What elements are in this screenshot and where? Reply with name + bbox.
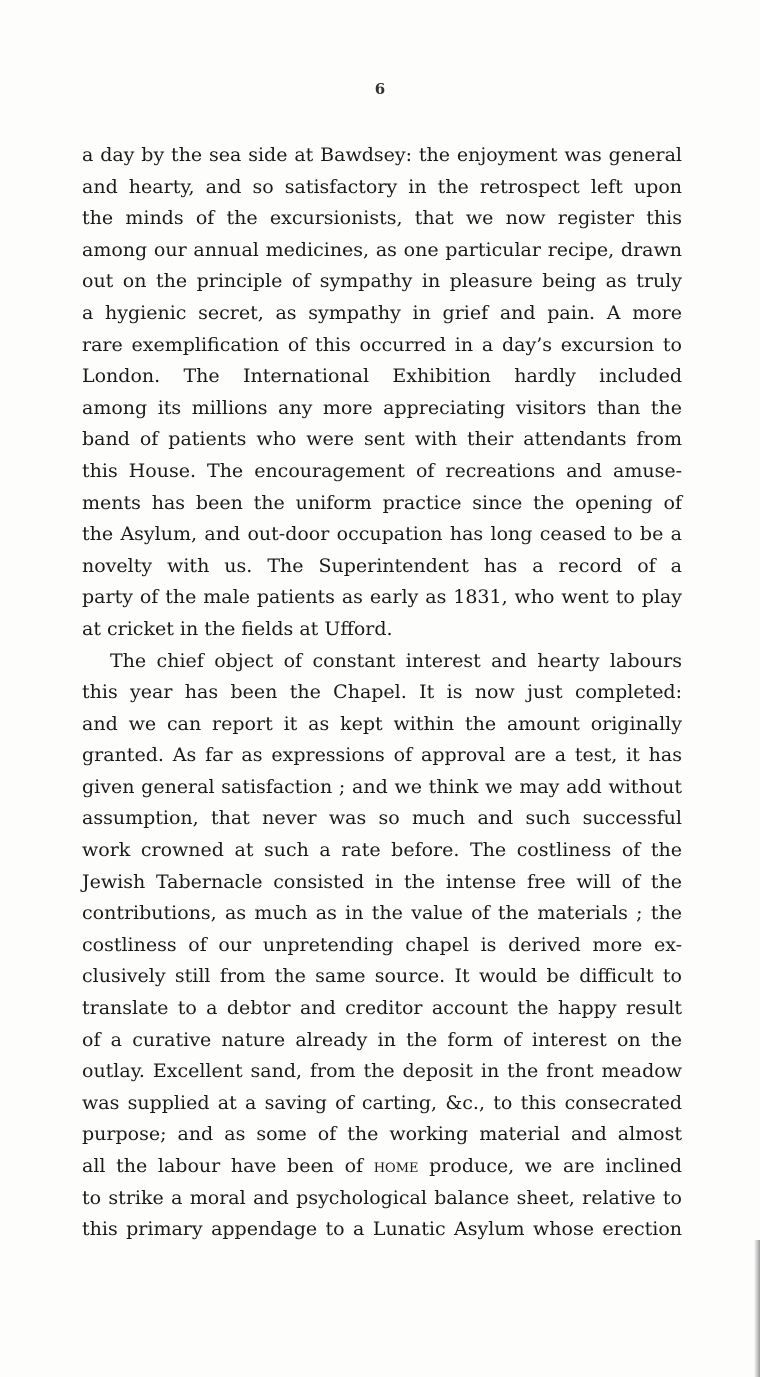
text-line: clusively still from the same source. It would be difficult to bbox=[82, 965, 682, 988]
text-line: among our annual medicines, as one particular recipe, drawn bbox=[82, 238, 682, 261]
text-line: among its millions any more appreciating visitors than the bbox=[82, 396, 682, 419]
text-line: costliness of our unpretending chapel is derived more ex- bbox=[82, 933, 682, 956]
text-line-mixed bbox=[82, 1151, 682, 1183]
text-line: purpose; and as some of the working material and almost bbox=[82, 1123, 682, 1146]
text-line: to strike a moral and psychological balance sheet, relative to bbox=[82, 1186, 682, 1209]
body-text bbox=[82, 140, 682, 1246]
text-line: translate to a debtor and creditor account the happy result bbox=[82, 997, 682, 1020]
text-segment: produce, we are inclined bbox=[418, 1155, 682, 1177]
small-caps-word: home bbox=[373, 1155, 419, 1177]
text-line: and hearty, and so satisfactory in the retrospect left upon bbox=[82, 175, 682, 198]
text-line: rare exemplification of this occurred in a day’s excursion to bbox=[82, 333, 682, 356]
text-line: novelty with us. The Superintendent has a record of a bbox=[82, 554, 682, 577]
paragraph-start-line: The chief object of constant interest and hearty labours bbox=[110, 649, 682, 672]
text-line: work crowned at such a rate before. The costliness of the bbox=[82, 839, 682, 862]
text-line: assumption, that never was so much and such successful bbox=[82, 807, 682, 830]
text-line: the Asylum, and out-door occupation has long ceased to be a bbox=[82, 523, 682, 546]
page-edge-shadow bbox=[754, 1240, 760, 1377]
text-line: Jewish Tabernacle consisted in the intense free will of the bbox=[82, 870, 682, 893]
text-line: the minds of the excursionists, that we now register this bbox=[82, 207, 682, 230]
text-line: was supplied at a saving of carting, &c., to this consecrated bbox=[82, 1091, 682, 1114]
text-line: ments has been the uniform practice since the opening of bbox=[82, 491, 682, 514]
text-line: a day by the sea side at Bawdsey: the enjoyment was general bbox=[82, 144, 682, 166]
text-line: party of the male patients as early as 1831, who went to play bbox=[82, 586, 682, 609]
text-line: granted. As far as expressions of approval are a test, it has bbox=[82, 744, 682, 767]
text-line: London. The International Exhibition hardly included bbox=[82, 365, 682, 388]
text-line: a hygienic secret, as sympathy in grief and pain. A more bbox=[82, 301, 682, 324]
text-line: this House. The encouragement of recreations and amuse- bbox=[82, 459, 682, 482]
text-line: band of patients who were sent with their attendants from bbox=[82, 428, 682, 451]
text-line: given general satisfaction ; and we think we may add without bbox=[82, 775, 682, 798]
text-line: this primary appendage to a Lunatic Asylum whose erection bbox=[82, 1218, 682, 1241]
page-number: 6 bbox=[374, 80, 386, 98]
text-segment: all the labour have been of bbox=[82, 1155, 364, 1177]
text-line: this year has been the Chapel. It is now just completed: bbox=[82, 681, 682, 704]
text-line: contributions, as much as in the value of the materials ; the bbox=[82, 902, 682, 925]
text-line: outlay. Excellent sand, from the deposit in the front meadow bbox=[82, 1060, 682, 1083]
text-line: out on the principle of sympathy in pleasure being as truly bbox=[82, 270, 682, 293]
text-line: of a curative nature already in the form of interest on the bbox=[82, 1028, 682, 1051]
text-line: at cricket in the fields at Ufford. bbox=[82, 617, 393, 640]
text-line: and we can report it as kept within the amount originally bbox=[82, 712, 682, 735]
